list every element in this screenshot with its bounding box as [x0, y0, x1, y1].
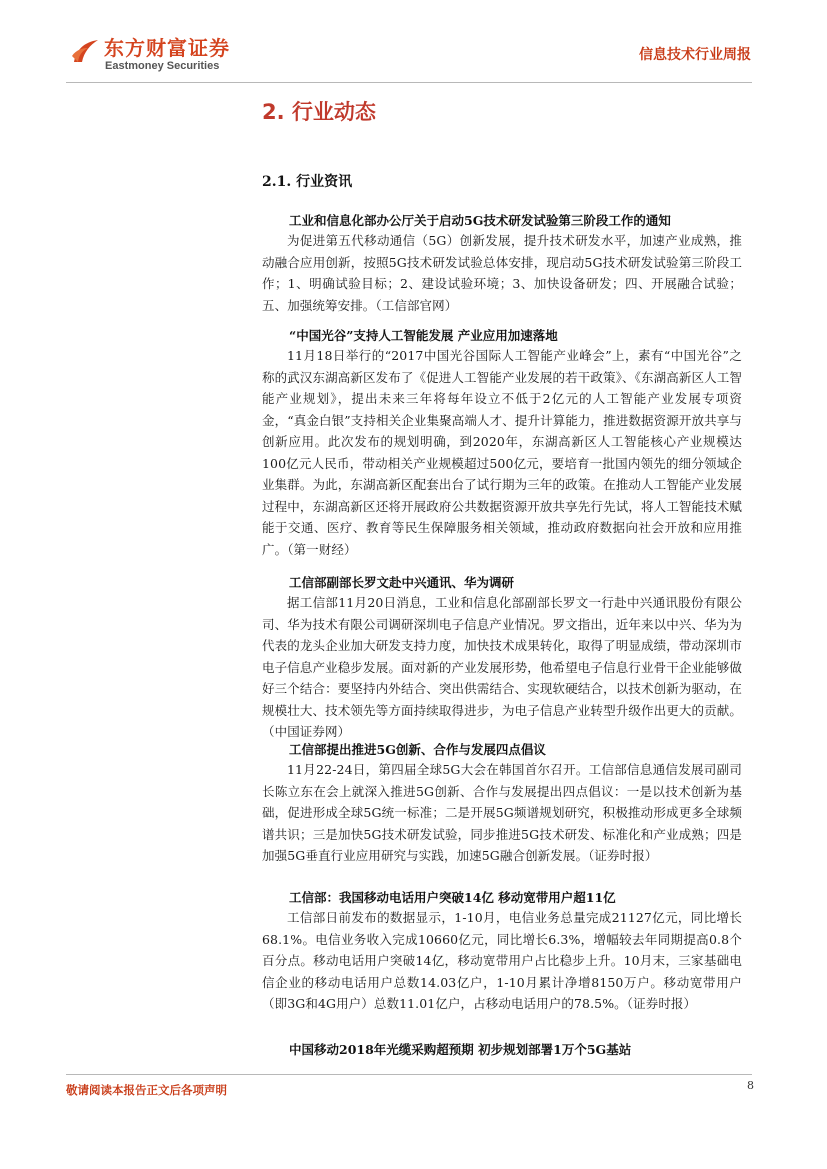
news-item: [262, 327, 742, 560]
news-item: [262, 889, 742, 1015]
footer-divider: [66, 1074, 752, 1075]
news-item-body: 工信部日前发布的数据显示，1-10月，电信业务总量完成21127亿元，同比增长68.1%。电信业务收入完成10660亿元，同比增长6.3%，增幅较去年同期提高0.8个百分点。移动电话用户突破14亿，移动宽带用户占比稳步上升。10月末，三家基础电信企业的移动电话用户总数14.03亿户，1-10月累计净增8150万户。移动宽带用户（即3G和4G用户）总数11.01亿户，占移动电话用户的78.5%。（证券时报）: [262, 910, 742, 1011]
news-item: [262, 212, 742, 316]
news-item-body: 据工信部11月20日消息，工业和信息化部副部长罗文一行赴中兴通讯股份有限公司、华为技术有限公司调研深圳电子信息产业情况。罗文指出，近年来以中兴、华为为代表的龙头企业加大研发支持力度，加快技术成果转化，取得了明显成绩，带动深圳市电子信息产业稳步发展。面对新的产业发展形势，他希望电子信息行业骨干企业能够做好三个结合：要坚持内外结合、突出供需结合、实现软硬结合，以技术创新为驱动，在规模壮大、技术领先等方面持续取得进步，为电子信息产业转型升级作出更大的贡献。（中国证券网）: [262, 595, 742, 739]
news-item: [262, 1041, 742, 1059]
news-item: [262, 574, 742, 743]
news-item-body: 11月18日举行的“2017中国光谷国际人工智能产业峰会”上，素有“中国光谷”之称的武汉东湖高新区发布了《促进人工智能产业发展的若干政策》、《东湖高新区人工智能产业规划》，提出未来三年将每年设立不低于2亿元的人工智能产业发展专项资金，“真金白银”支持相关企业集聚高端人才、提升计算能力，推进数据资源开放共享与创新应用。此次发布的规划明确，到2020年，东湖高新区人工智能核心产业规模达100亿元人民币，带动相关产业规模超过500亿元，要培育一批国内领先的细分领域企业集群。为此，东湖高新区配套出台了试行期为三年的政策。在推动人工智能产业发展过程中，东湖高新区还将开展政府公共数据资源开放共享先行先试，将人工智能技术赋能于交通、医疗、教育等民生保障服务相关领域，推动政府数据向社会开放和应用推广。（第一财经）: [262, 348, 742, 557]
header-divider: [66, 82, 752, 83]
eastmoney-logo-icon: [70, 36, 102, 66]
news-item-title: 工信部副部长罗文赴中兴通讯、华为调研: [289, 575, 515, 590]
logo-chinese-name: 东方财富证券: [104, 36, 230, 60]
report-type-label: 信息技术行业周报: [639, 47, 751, 63]
news-item-body: 11月22-24日，第四届全球5G大会在韩国首尔召开。工信部信息通信发展司副司长陈立东在会上就深入推进5G创新、合作与发展提出四点倡议：一是以技术创新为基础，促进形成全球5G统一标准；二是开展5G频谱规划研究，积极推动形成更多全球频谱共识；三是加快5G技术研发试验，同步推进5G技术研发、标准化和产业成熟；四是加强5G垂直行业应用研究与实践，加速5G融合创新发展。（证券时报）: [262, 762, 742, 863]
news-item-title: 工信部：我国移动电话用户突破14亿 移动宽带用户超11亿: [289, 890, 616, 905]
subsection-title: 2.1. 行业资讯: [262, 174, 353, 190]
news-item-body: 为促进第五代移动通信（5G）创新发展，提升技术研发水平，加速产业成熟，推动融合应用创新，按照5G技术研发试验总体安排，现启动5G技术研发试验第三阶段工作；1、明确试验目标；2、建设试验环境；3、加快设备研发；四、开展融合试验；五、加强统筹安排。（工信部官网）: [262, 233, 742, 313]
news-item-title: 工业和信息化部办公厅关于启动5G技术研发试验第三阶段工作的通知: [289, 213, 671, 228]
section-title: 2. 行业动态: [262, 100, 376, 124]
news-item-title: 工信部提出推进5G创新、合作与发展四点倡议: [289, 742, 546, 757]
logo-english-name: Eastmoney Securities: [105, 60, 220, 72]
disclaimer-note: 敬请阅读本报告正文后各项声明: [66, 1083, 227, 1097]
news-item-title: “中国光谷”支持人工智能发展 产业应用加速落地: [289, 328, 558, 343]
page-number: 8: [747, 1079, 754, 1092]
news-item-title: 中国移动2018年光缆采购超预期 初步规划部署1万个5G基站: [289, 1042, 632, 1057]
page-header: [0, 0, 827, 90]
news-item: [262, 741, 742, 867]
